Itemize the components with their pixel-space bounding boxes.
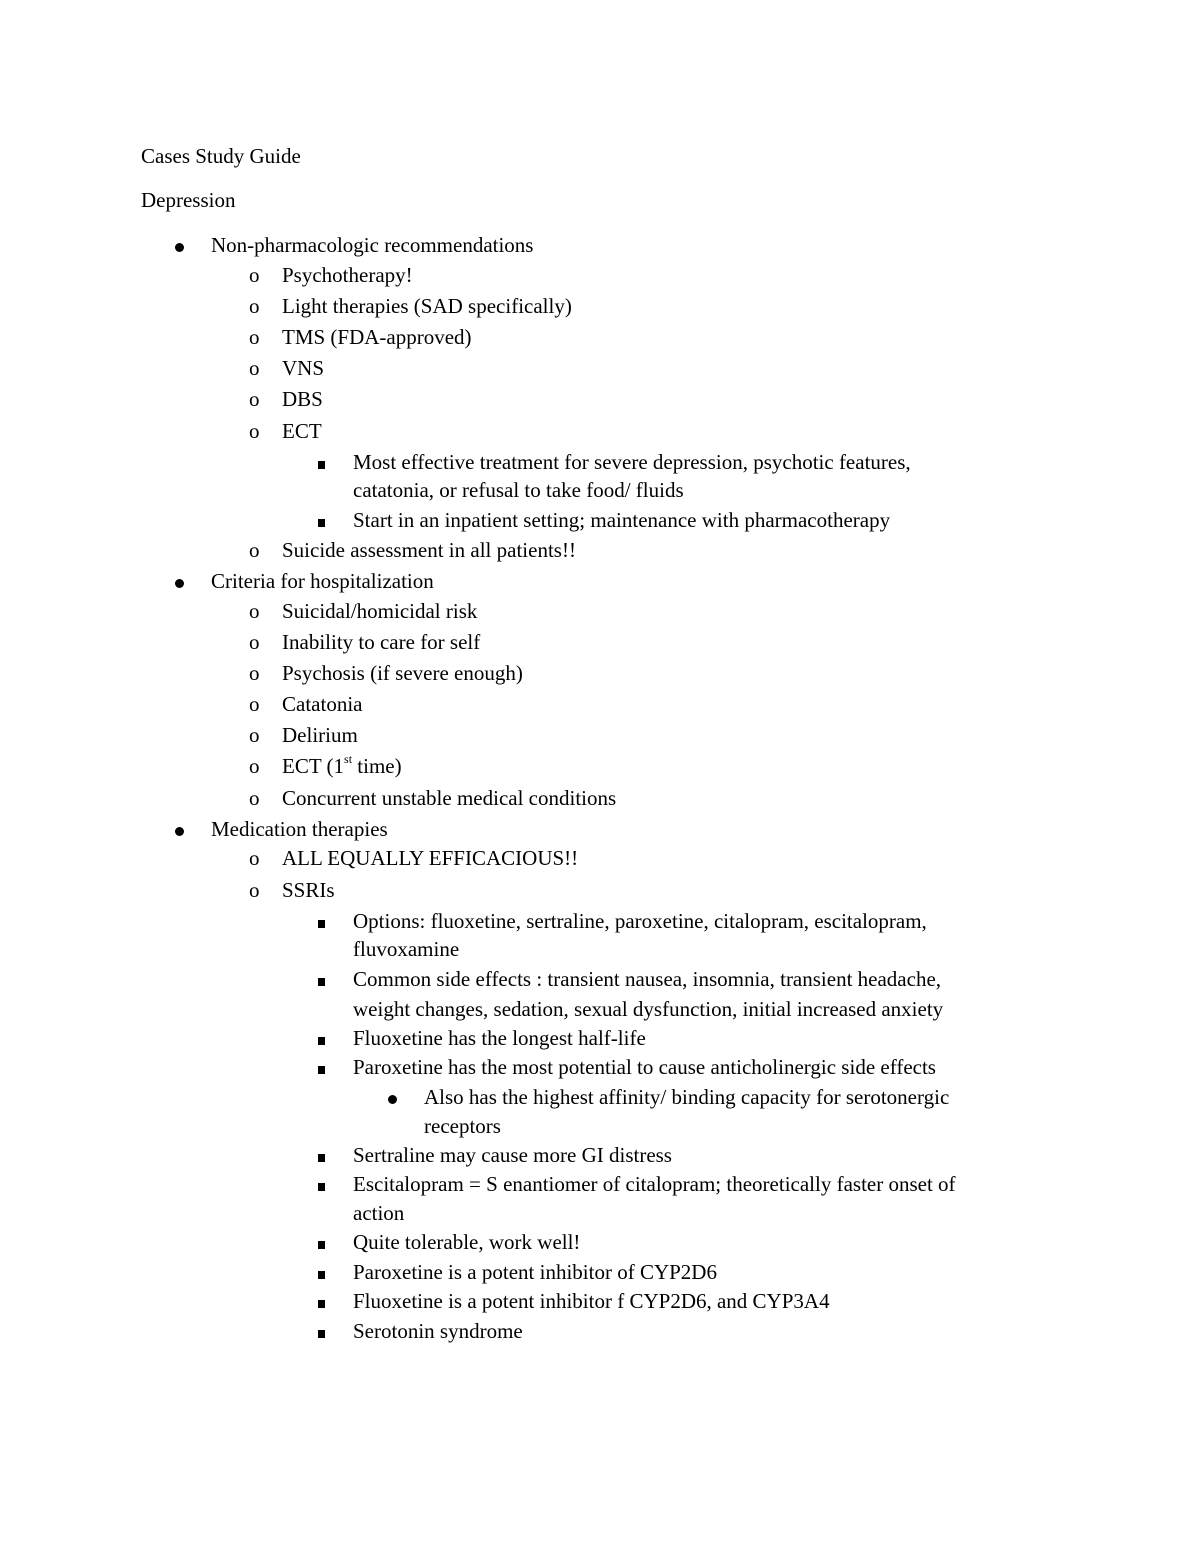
bullet-o: o	[249, 294, 260, 318]
bullet-o: o	[249, 356, 260, 380]
bullet-square	[318, 1229, 325, 1255]
ssri-item: Sertraline may cause more GI distress	[353, 1143, 672, 1167]
bullet-square	[318, 908, 325, 934]
bullet-o: o	[249, 661, 260, 685]
bullet-square	[318, 449, 325, 475]
list-item: Delirium	[282, 723, 358, 747]
list-item-ect-first	[282, 753, 402, 779]
list-item: ALL EQUALLY EFFICACIOUS!!	[282, 846, 579, 870]
list-item: SSRIs	[282, 878, 335, 902]
bullet-square	[318, 1171, 325, 1197]
bullet-o: o	[249, 878, 260, 902]
bullet-o: o	[249, 754, 260, 778]
bullet-dot	[175, 568, 184, 594]
ssri-item: Common side effects : transient nausea, insomnia, transient headache,	[353, 967, 942, 991]
list-item: Catatonia	[282, 692, 363, 716]
ssri-item: Paroxetine is a potent inhibitor of CYP2D6	[353, 1260, 717, 1284]
bullet-o: o	[249, 846, 260, 870]
bullet-o: o	[249, 263, 260, 287]
list-item: Concurrent unstable medical conditions	[282, 786, 617, 810]
list-item-sub: Start in an inpatient setting; maintenance with pharmacotherapy	[353, 508, 891, 532]
ssri-item-cont: weight changes, sedation, sexual dysfunction, initial increased anxiety	[353, 997, 944, 1021]
bullet-o: o	[249, 692, 260, 716]
list-item-sub: Most effective treatment for severe depression, psychotic features,	[353, 450, 911, 474]
ssri-item-cont: action	[353, 1201, 405, 1225]
list-item: Light therapies (SAD specifically)	[282, 294, 572, 318]
bullet-dot	[175, 816, 184, 842]
list-item: ECT	[282, 419, 322, 443]
bullet-square	[318, 1259, 325, 1285]
bullet-o: o	[249, 387, 260, 411]
ssri-subitem-cont: receptors	[424, 1114, 501, 1138]
bullet-o: o	[249, 723, 260, 747]
list-item-sub-cont: catatonia, or refusal to take food/ fluids	[353, 478, 684, 502]
ssri-item: Options: fluoxetine, sertraline, paroxetine, citalopram, escitalopram,	[353, 909, 927, 933]
ect-pre: ECT (1	[282, 754, 345, 778]
bullet-square	[318, 966, 325, 992]
list-item: TMS (FDA-approved)	[282, 325, 472, 349]
ssri-subitem: Also has the highest affinity/ binding capacity for serotonergic	[424, 1085, 950, 1109]
bullet-o: o	[249, 538, 260, 562]
ssri-item: Escitalopram = S enantiomer of citalopram; theoretically faster onset of	[353, 1172, 956, 1196]
ssri-item: Fluoxetine has the longest half-life	[353, 1026, 646, 1050]
list-item: DBS	[282, 387, 323, 411]
bullet-dot	[388, 1084, 397, 1110]
ssri-item: Quite tolerable, work well!	[353, 1230, 581, 1254]
list-item: Suicide assessment in all patients!!	[282, 538, 576, 562]
ssri-item: Paroxetine has the most potential to cause anticholinergic side effects	[353, 1055, 936, 1079]
bullet-square	[318, 1142, 325, 1168]
bullet-o: o	[249, 786, 260, 810]
ect-post: time)	[352, 754, 402, 778]
bullet-square	[318, 1288, 325, 1314]
ect-sup: st	[344, 752, 353, 766]
bullet-square	[318, 507, 325, 533]
list-item: Psychosis (if severe enough)	[282, 661, 523, 685]
bullet-square	[318, 1025, 325, 1051]
bullet-o: o	[249, 325, 260, 349]
ssri-item: Fluoxetine is a potent inhibitor f CYP2D6, and CYP3A4	[353, 1289, 830, 1313]
list-item: Suicidal/homicidal risk	[282, 599, 478, 623]
list-item: Psychotherapy!	[282, 263, 413, 287]
bullet-square	[318, 1318, 325, 1344]
list-item-hospitalization: Criteria for hospitalization	[211, 569, 434, 593]
bullet-o: o	[249, 599, 260, 623]
ssri-item: Serotonin syndrome	[353, 1319, 523, 1343]
ssri-item-cont: fluvoxamine	[353, 937, 460, 961]
list-item-medication: Medication therapies	[211, 817, 388, 841]
list-item: VNS	[282, 356, 325, 380]
bullet-o: o	[249, 419, 260, 443]
bullet-dot	[175, 232, 184, 258]
bullet-square	[318, 1054, 325, 1080]
list-item-nonpharm: Non-pharmacologic recommendations	[211, 233, 534, 257]
document-title: Cases Study Guide	[141, 144, 301, 168]
bullet-o: o	[249, 630, 260, 654]
section-heading: Depression	[141, 188, 236, 212]
list-item: Inability to care for self	[282, 630, 481, 654]
